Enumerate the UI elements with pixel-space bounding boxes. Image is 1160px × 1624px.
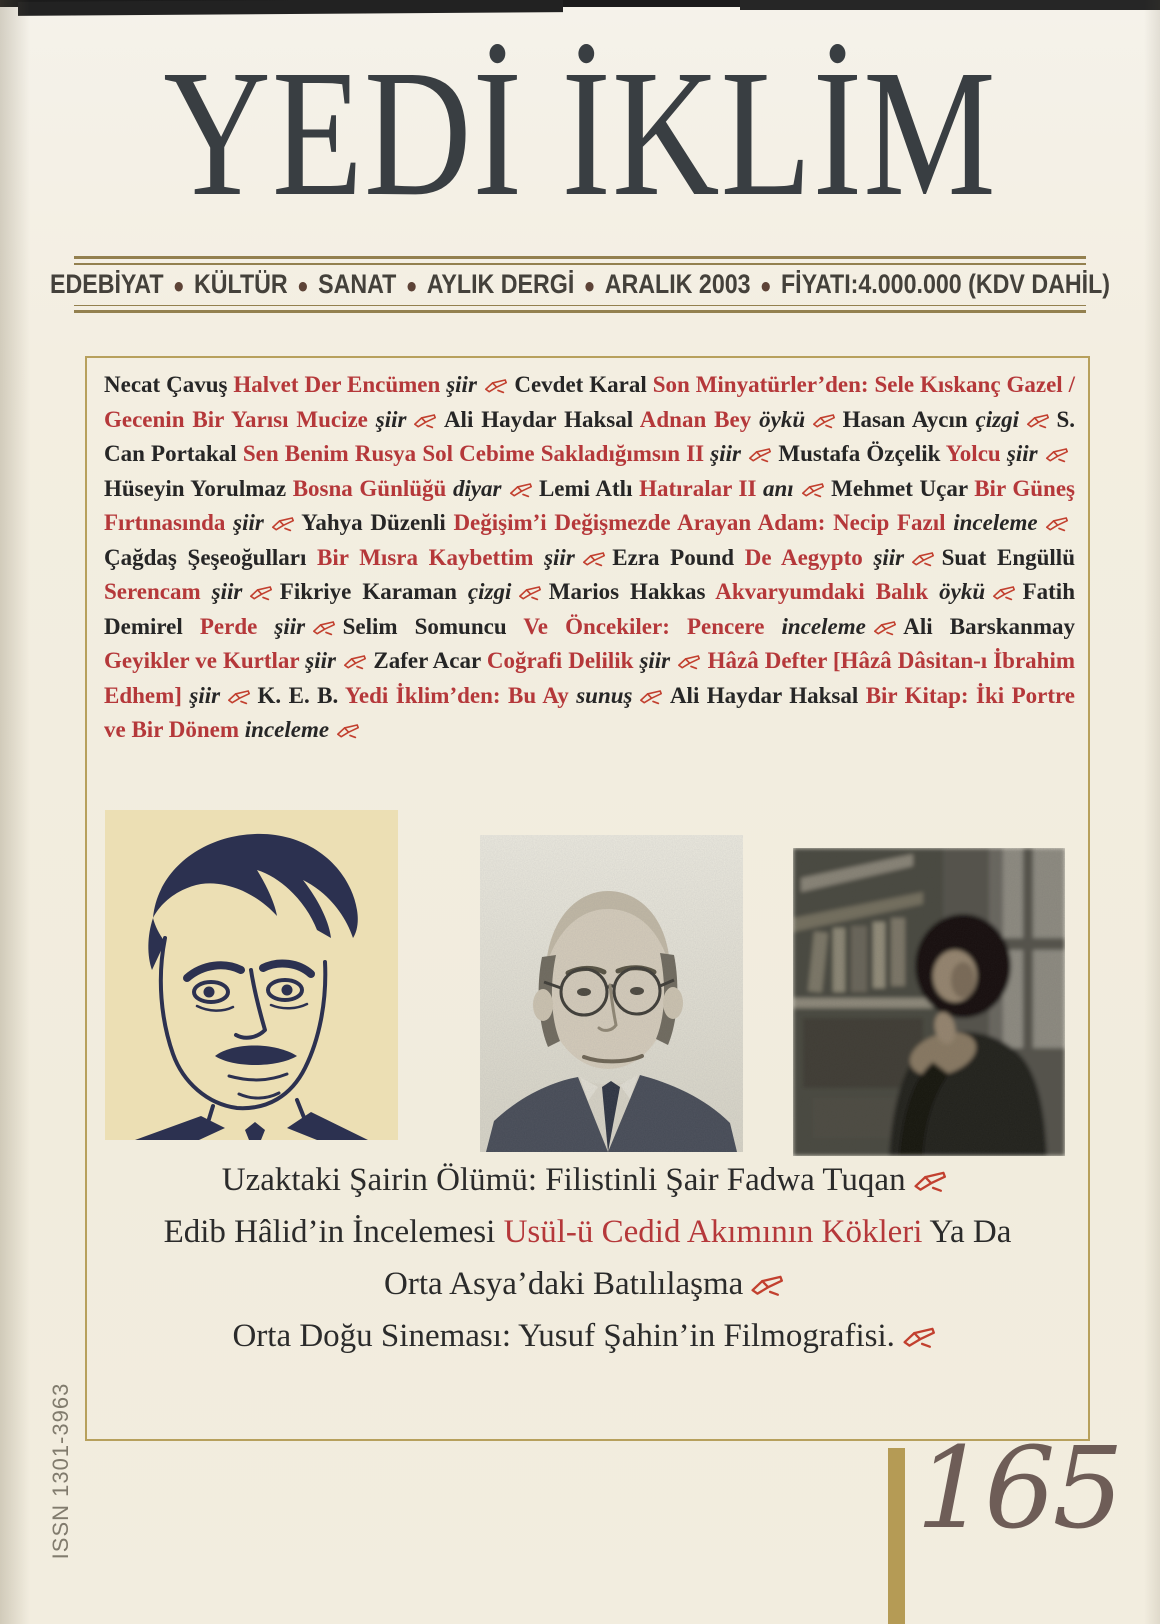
text-segment: Yolcu	[945, 441, 1007, 466]
text-segment: AYLIK DERGİ	[426, 269, 575, 299]
text-segment: Usül-ü Cedid Akımının Kökleri	[503, 1214, 923, 1250]
text-segment: şiir	[233, 510, 264, 535]
text-segment: inceleme	[244, 717, 330, 742]
text-segment: Hatıralar II	[639, 475, 764, 501]
writing-hand-icon	[582, 545, 605, 570]
text-segment: Ali Haydar Haksal	[669, 682, 866, 708]
writing-hand-icon	[484, 372, 507, 397]
text-segment: Geyikler ve Kurtlar	[104, 648, 306, 673]
text-segment: Bosna Günlüğü	[292, 475, 453, 501]
issue-number: 165	[916, 1424, 1121, 1554]
text-segment: EDEBİYAT	[49, 269, 164, 299]
text-segment: sunuş	[576, 682, 633, 708]
text-segment: SANAT	[318, 269, 397, 299]
text-segment: K. E. B.	[257, 682, 345, 708]
writing-hand-icon	[509, 476, 532, 501]
headline-line-1	[87, 1154, 1088, 1206]
writing-hand-icon	[1026, 407, 1049, 432]
text-segment: De Aegypto	[744, 544, 874, 570]
text-segment: Coğrafi Delilik	[486, 648, 640, 673]
text-segment: Ali Haydar Haksal	[443, 406, 640, 432]
writing-hand-icon	[336, 717, 359, 742]
text-segment: şiir	[446, 372, 477, 397]
rule-bottom-thin	[74, 305, 1086, 307]
text-segment: FİYATI:4.000.000 (KDV DAHİL)	[780, 269, 1111, 299]
text-segment: KÜLTÜR	[193, 269, 288, 299]
text-segment: Değişim’i Değişmezde Arayan Adam: Necip Fazıl	[453, 510, 954, 535]
cover-headlines	[87, 1154, 1088, 1362]
text-segment: Perde	[199, 613, 275, 639]
writing-hand-icon	[271, 510, 294, 535]
writing-hand-icon	[249, 579, 272, 604]
writing-hand-icon	[343, 648, 366, 673]
text-segment: Yedi İklim’den: Bu Ay	[344, 682, 577, 708]
magazine-title: YEDİ İKLİM	[163, 32, 997, 234]
text-segment: Adnan Bey	[639, 406, 760, 432]
writing-hand-icon	[812, 407, 835, 432]
issn-label: ISSN 1301-3963	[48, 1382, 73, 1560]
writing-hand-icon	[639, 683, 662, 708]
text-segment: Mustafa Özçelik	[778, 441, 946, 466]
text-segment: Akvaryumdaki Balık	[715, 579, 940, 604]
text-segment: şiir	[639, 648, 671, 673]
text-segment: anı	[763, 475, 794, 501]
photo-man-with-glasses	[480, 835, 743, 1152]
headline-line-2	[87, 1206, 1088, 1258]
writing-hand-icon	[1045, 441, 1068, 466]
writing-hand-icon	[913, 1162, 947, 1198]
text-segment: çizgi	[467, 579, 512, 604]
info-bar	[49, 256, 1111, 313]
text-segment: Bir Güneş Fırtınasında	[104, 475, 1075, 535]
text-segment: şiir	[189, 682, 221, 708]
text-segment: Edib Hâlid’in İncelemesi	[163, 1214, 504, 1250]
bullet-separator: ●	[405, 272, 418, 298]
writing-hand-icon	[748, 441, 771, 466]
writing-hand-icon	[677, 648, 700, 673]
text-segment: inceleme	[781, 613, 866, 639]
text-segment: şiir	[710, 441, 741, 466]
text-segment: Orta Doğu Sineması: Yusuf Şahin’in Filmografisi.	[232, 1318, 895, 1354]
text-segment: Sen Benim Rusya Sol Cebime Sakladığımsın II	[242, 441, 711, 466]
writing-hand-icon	[227, 683, 250, 708]
text-segment: şiir	[1006, 441, 1038, 466]
text-segment: Ve Öncekiler: Pencere	[523, 613, 782, 639]
text-segment: şiir	[211, 579, 243, 604]
text-segment: Bir Kitap: İki Portre ve Bir Dönem	[104, 682, 1076, 742]
writing-hand-icon	[750, 1266, 784, 1302]
rule-bottom-thick	[74, 310, 1086, 313]
bullet-separator: ●	[583, 272, 596, 298]
writing-hand-icon	[1045, 510, 1068, 535]
writing-hand-icon	[413, 407, 436, 432]
text-segment: Orta Asya’daki Batılılaşma	[384, 1266, 744, 1302]
text-segment: öykü	[939, 579, 986, 604]
text-segment: Serencam	[104, 579, 212, 604]
text-segment: Zafer Acar	[373, 648, 487, 673]
text-segment: çizgi	[975, 406, 1019, 432]
text-segment: Ali Barskanmay	[903, 613, 1075, 639]
writing-hand-icon	[873, 614, 896, 639]
text-segment: Hasan Aycın	[842, 406, 976, 432]
rule-top-thick	[74, 256, 1086, 259]
text-segment: Cevdet Karal	[514, 372, 653, 397]
text-segment: şiir	[375, 406, 407, 432]
headline-line-3	[87, 1258, 1088, 1310]
text-segment: Ezra Pound	[612, 544, 745, 570]
text-segment: Halvet Der Encümen	[233, 372, 447, 397]
writing-hand-icon	[312, 614, 335, 639]
bullet-separator: ●	[172, 272, 185, 298]
text-segment: Lemi Atlı	[538, 475, 640, 501]
writing-hand-icon	[911, 545, 934, 570]
ink-caricature-of-mustached-man	[105, 810, 398, 1140]
bullet-separator: ●	[760, 272, 772, 298]
text-segment: şiir	[274, 613, 306, 639]
text-segment: Ya Da	[922, 1214, 1012, 1250]
writing-hand-icon	[992, 579, 1015, 604]
text-segment: Bir Mısra Kaybettim	[317, 544, 545, 570]
text-segment: Fatih Demirel	[104, 579, 1075, 639]
table-of-contents	[104, 368, 1075, 748]
text-segment: şiir	[544, 544, 575, 570]
text-segment: ARALIK 2003	[604, 269, 751, 299]
text-segment: şiir	[305, 648, 336, 673]
text-segment: Uzaktaki Şairin Ölümü: Filistinli Şair Fadwa Tuqan	[221, 1162, 906, 1198]
text-segment: Yahya Düzenli	[301, 510, 454, 535]
headline-line-4	[87, 1310, 1088, 1362]
text-segment: Suat Engüllü	[941, 544, 1075, 570]
photo-woman-by-bookshelf	[793, 848, 1065, 1156]
text-segment: S. Can Portakal	[104, 406, 1075, 466]
text-segment: inceleme	[953, 510, 1038, 535]
text-segment: Hâzâ Defter [Hâzâ Dâsitan-ı İbrahim Edhem]	[104, 648, 1075, 708]
writing-hand-icon	[518, 579, 541, 604]
bullet-separator: ●	[297, 272, 309, 298]
text-segment: şiir	[873, 544, 905, 570]
contents-frame	[85, 356, 1090, 1441]
text-segment: Marios Hakkas	[548, 579, 716, 604]
text-segment: Çağdaş Şeşeoğulları	[104, 544, 318, 570]
text-segment: Hüseyin Yorulmaz	[104, 475, 293, 501]
writing-hand-icon	[902, 1318, 936, 1354]
issue-number-divider-bar	[888, 1448, 905, 1624]
text-segment: diyar	[452, 475, 502, 501]
text-segment: Fikriye Karaman	[279, 579, 468, 604]
text-segment: Selim Somuncu	[342, 613, 524, 639]
info-bar-text	[49, 265, 1111, 305]
text-segment: Necat Çavuş	[104, 372, 234, 397]
text-segment: Son Minyatürler’den: Sele Kıskanç Gazel / Gecenin Bir Yarısı Mucize	[104, 372, 1075, 432]
text-segment: öykü	[759, 406, 806, 432]
text-segment: Mehmet Uçar	[831, 475, 975, 501]
writing-hand-icon	[801, 476, 824, 501]
